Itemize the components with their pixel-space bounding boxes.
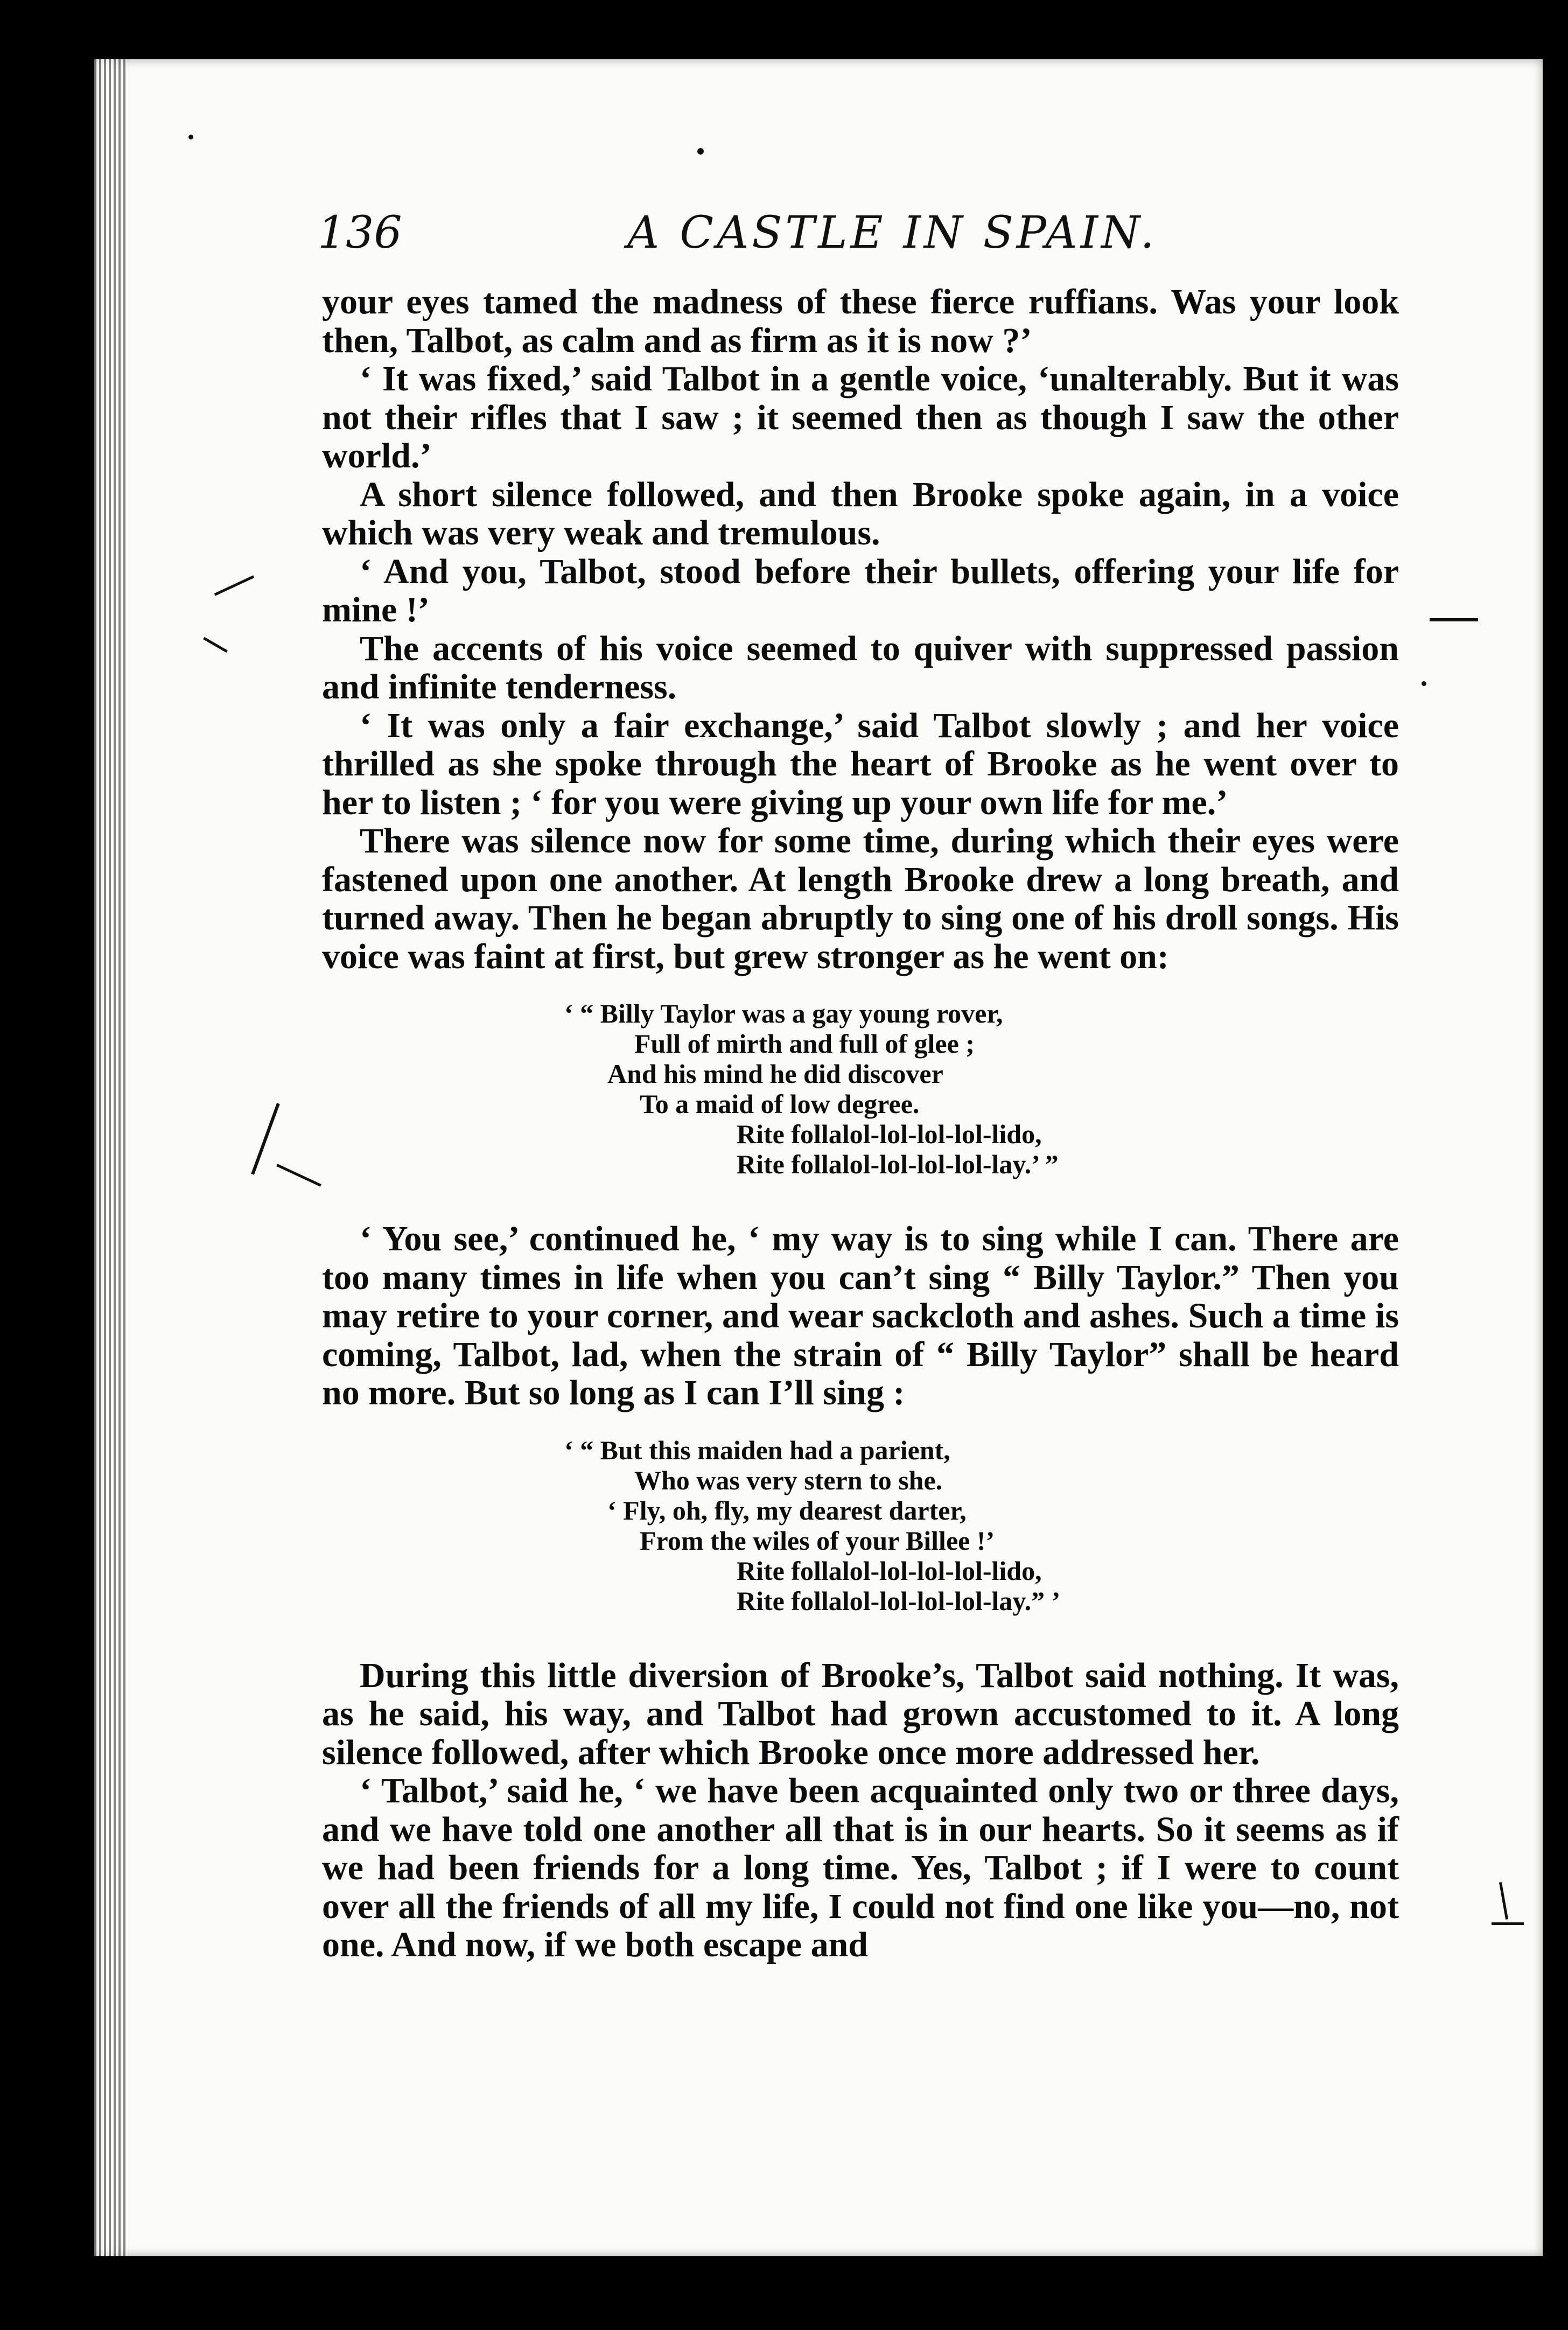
- song-verse-1: [322, 998, 1399, 1179]
- verse-line: Full of mirth and full of glee ;: [634, 1028, 975, 1059]
- song-verse-2: [322, 1435, 1399, 1616]
- body-text: [322, 283, 1399, 1964]
- paragraph: ‘ And you, Talbot, stood before their bullets, offering your life for mine !’: [322, 551, 1399, 629]
- paragraph: A short silence followed, and then Brooke spoke again, in a voice which was very weak and tremulous.: [322, 474, 1399, 552]
- page-binding-edge: [94, 59, 127, 2256]
- paragraph: ‘ It was fixed,’ said Talbot in a gentle voice, ‘unalterably. But it was not their rifles that I saw ; it seemed then as though I saw the other world.’: [322, 359, 1399, 475]
- paragraph: ‘ You see,’ continued he, ‘ my way is to sing while I can. There are too many times in life when you can’t sing “ Billy Taylor.” Then you may retire to your corner, and wear sackcloth and ashes. Such a time is coming, Talbot, lad, when the strain of “ Billy Taylor” shall be heard no more. But so long as I can I’ll sing :: [322, 1219, 1399, 1412]
- scan-speck: [697, 148, 704, 155]
- verse-line: To a maid of low degree.: [640, 1089, 920, 1119]
- page-header: [318, 207, 1427, 267]
- verse-line: ‘ “ But this maiden had a parient,: [564, 1435, 950, 1465]
- paragraph: your eyes tamed the madness of these fierce ruffians. Was your look then, Talbot, as calm and as firm as it is now ?’: [322, 282, 1399, 360]
- verse-line: And his mind he did discover: [607, 1059, 943, 1089]
- verse-line: Rite follalol-lol-lol-lol-lay.” ’: [737, 1585, 1061, 1616]
- page-number: 136: [318, 207, 402, 258]
- verse-line: Rite follalol-lol-lol-lol-lido,: [737, 1555, 1042, 1586]
- verse-line: ‘ Fly, oh, fly, my dearest darter,: [607, 1495, 967, 1526]
- paragraph: The accents of his voice seemed to quiver with suppressed passion and infinite tenderness.: [322, 628, 1399, 706]
- paragraph: During this little diversion of Brooke’s, Talbot said nothing. It was, as he said, his way, and Talbot had grown accustomed to it. A long silence followed, after which Brooke once more addressed her.: [322, 1655, 1399, 1772]
- verse-line: From the wiles of your Billee !’: [640, 1525, 995, 1556]
- running-head: A CASTLE IN SPAIN.: [627, 207, 1158, 258]
- scan-speck: [1422, 681, 1426, 686]
- paragraph: There was silence now for some time, during which their eyes were fastened upon one another. At length Brooke drew a long breath, and turned away. Then he began abruptly to sing one of his droll songs. His voice was faint at first, but grew stronger as he went on:: [322, 821, 1399, 976]
- paragraph: ‘ Talbot,’ said he, ‘ we have been acquainted only two or three days, and we have told one another all that is in our hearts. So it seems as if we had been friends for a long time. Yes, Talbot ; if I were to count over all the friends of all my life, I could not find one like you—no, not one. And now, if we both escape and: [322, 1771, 1399, 1964]
- paragraph: ‘ It was only a fair exchange,’ said Talbot slowly ; and her voice thrilled as she spoke through the heart of Brooke as he went over to her to listen ; ‘ for you were giving up your own life for me.’: [322, 705, 1399, 822]
- scan-speck: [188, 135, 193, 139]
- verse-line: Who was very stern to she.: [634, 1465, 943, 1495]
- verse-line: Rite follalol-lol-lol-lol-lido,: [737, 1119, 1042, 1149]
- verse-line: Rite follalol-lol-lol-lol-lay.’ ”: [737, 1149, 1059, 1179]
- margin-mark: [1430, 618, 1478, 621]
- margin-mark: [1492, 1922, 1524, 1925]
- verse-line: ‘ “ Billy Taylor was a gay young rover,: [564, 998, 1003, 1028]
